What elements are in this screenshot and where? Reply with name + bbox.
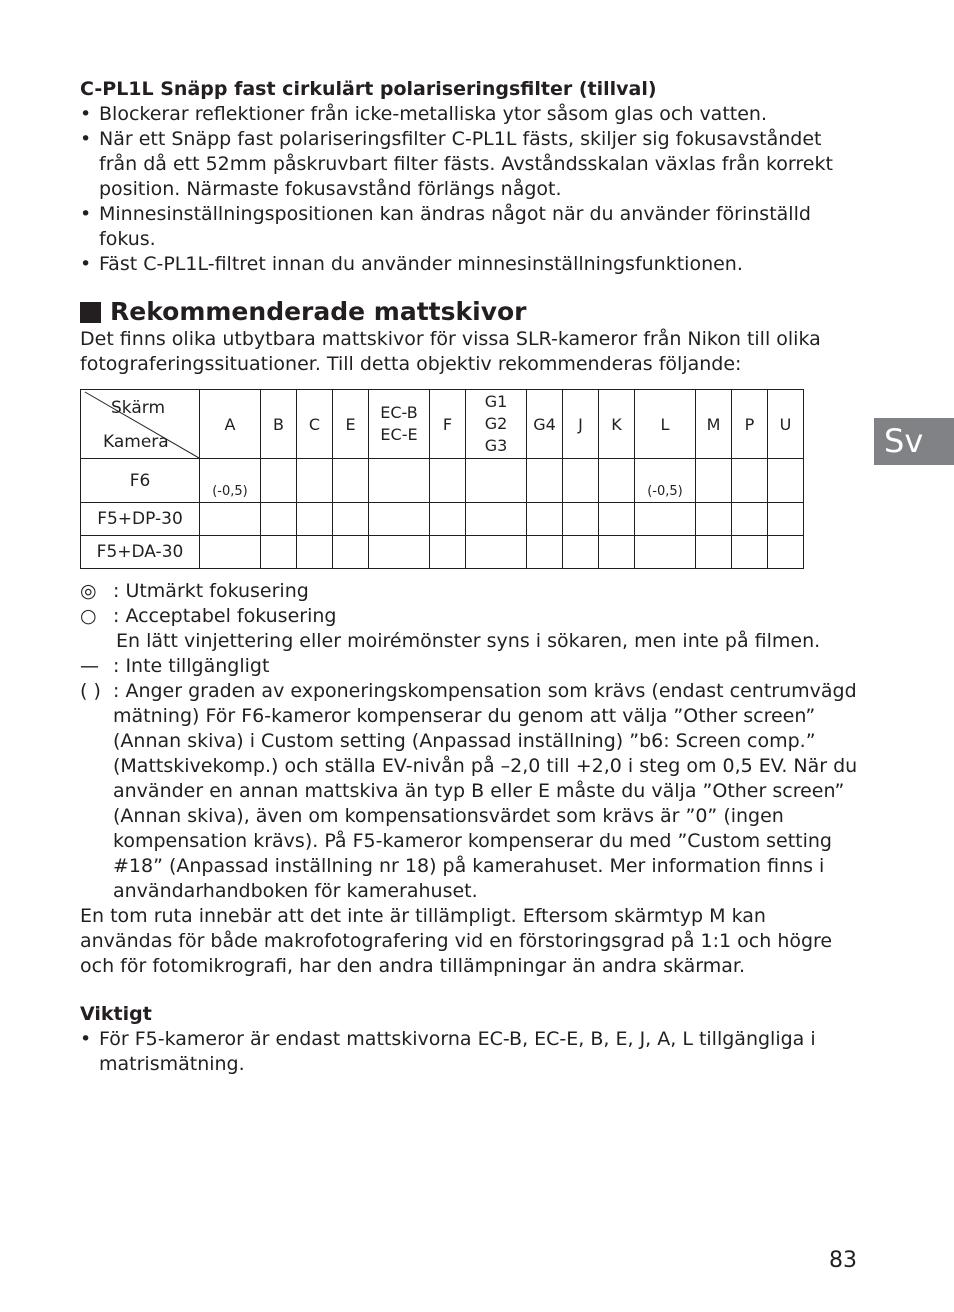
column-header: M [696, 390, 732, 459]
closing-paragraph: En tom ruta innebär att det inte är tillämpligt. Eftersom skärmtyp M kan användas för både makrofotografering vid en förstoringsgrad på 1:1 och högre och för fotomikrografi, har den andra tillämpningar än andra skärmar. [80, 905, 833, 977]
table-cell [732, 459, 768, 503]
table-cell [430, 459, 466, 503]
legend-text: : Acceptabel fokusering [113, 605, 337, 627]
column-header: C [297, 390, 333, 459]
column-header-line: G3 [484, 436, 508, 455]
table-cell [333, 503, 369, 536]
page-number: 83 [829, 1248, 857, 1273]
table-row [81, 503, 804, 536]
legend-acceptable-note: En lätt vinjettering eller moirémönster syns i sökaren, men inte på filmen. [116, 630, 821, 652]
table-cell [261, 459, 297, 503]
table-cell [696, 503, 732, 536]
table-cell [563, 536, 599, 569]
column-header: J [563, 390, 599, 459]
column-header [466, 390, 527, 459]
screens-intro: Det finns olika utbytbara mattskivor för vissa SLR-kameror från Nikon till olika fotograferingssituationer. Till detta objektiv rekommenderas följande: [80, 328, 821, 375]
table-row [81, 459, 804, 503]
table-cell [430, 503, 466, 536]
table-cell [297, 459, 333, 503]
table-cell [333, 536, 369, 569]
column-header: B [261, 390, 297, 459]
table-cell [732, 536, 768, 569]
table-cell [466, 536, 527, 569]
column-header: L [635, 390, 696, 459]
table-cell [768, 459, 804, 503]
legend-text: : Utmärkt fokusering [113, 580, 309, 602]
legend-text: : Inte tillgängligt [113, 655, 270, 677]
table-cell: (-0,5) [635, 459, 696, 503]
filter-heading: C-PL1L Snäpp fast cirkulärt polariseringsfilter (tillval) [80, 78, 657, 100]
legend-excellent [80, 579, 860, 604]
table-cell [369, 536, 430, 569]
corner-header-cell [81, 390, 200, 459]
table-cell [333, 459, 369, 503]
table-cell [430, 536, 466, 569]
table-cell [599, 536, 635, 569]
table-cell [635, 503, 696, 536]
legend-acceptable [80, 604, 860, 629]
parentheses-symbol: ( ) [80, 680, 101, 702]
screens-heading-text: Rekommenderade mattskivor [110, 297, 527, 326]
table-cell [696, 536, 732, 569]
table-cell [466, 503, 527, 536]
list-item: • Blockerar reflektioner från icke-metalliska ytor såsom glas och vatten. [80, 102, 860, 127]
language-tab: Sv [874, 418, 954, 465]
column-header: A [200, 390, 261, 459]
table-cell [369, 459, 430, 503]
table-cell [599, 459, 635, 503]
table-cell [261, 503, 297, 536]
column-header: F [430, 390, 466, 459]
list-item: • För F5-kameror är endast mattskivorna EC-B, EC-E, B, E, J, A, L tillgängliga i matrismätning. [80, 1027, 860, 1077]
table-row [81, 536, 804, 569]
table-cell [466, 459, 527, 503]
table-cell [369, 503, 430, 536]
row-camera-label: F6 [81, 459, 200, 503]
list-item: • Fäst C-PL1L-filtret innan du använder minnesinställningsfunktionen. [80, 252, 860, 277]
list-item: • Minnesinställningspositionen kan ändras något när du använder förinställd fokus. [80, 202, 860, 252]
table-cell [527, 459, 563, 503]
legend-parentheses [80, 679, 860, 904]
black-square-icon [80, 302, 101, 323]
circle-icon: ○ [80, 605, 97, 627]
double-circle-icon: ◎ [80, 580, 97, 602]
legend-not-available [80, 654, 860, 679]
table-cell [563, 503, 599, 536]
table-cell [732, 503, 768, 536]
column-header-line: EC-B [380, 403, 418, 422]
table-cell [635, 536, 696, 569]
table-cell [527, 503, 563, 536]
column-header-line: EC-E [380, 425, 418, 444]
table-cell [599, 503, 635, 536]
column-header [369, 390, 430, 459]
corner-bottom-label: Kamera [103, 432, 169, 452]
corner-top-label: Skärm [111, 398, 166, 418]
column-header: G4 [527, 390, 563, 459]
screens-heading [80, 297, 860, 327]
list-item: • När ett Snäpp fast polariseringsfilter C-PL1L fästs, skiljer sig fokusavståndet från då ett 52mm påskruvbart filter fästs. Avståndsskalan växlas från korrekt position. Närmaste fokusavstånd förlängs något. [80, 127, 860, 202]
table-cell [527, 536, 563, 569]
legend-text: : Anger graden av exponeringskompensation som krävs (endast centrumvägd mätning) För F6-kameror kompenserar du genom att välja ”Other screen” (Annan skiva) i Custom setting (Anpassad inställning) ”b6: Screen comp.” (Mattskivekomp.) och ställa EV-nivån på –2,0 till +2,0 i steg om 0,5 EV. När du använder en annan mattskiva än typ B eller E måste du välja ”Other screen” (Annan skiva), även om kompensationsvärdet som krävs är ”0” (ingen kompensation krävs). På F5-kameror kompenserar du med ”Custom setting #18” (Anpassad inställning nr 18) på kamerahuset. Mer information finns i användarhandboken för kamerahuset. [113, 680, 858, 902]
dash-icon: — [80, 655, 99, 677]
table-cell [768, 536, 804, 569]
column-header: E [333, 390, 369, 459]
important-bullets [80, 1027, 860, 1077]
table-legend [80, 579, 860, 904]
table-cell [297, 536, 333, 569]
table-header-row [81, 390, 804, 459]
column-header-line: G1 [484, 392, 508, 411]
row-camera-label: F5+DP-30 [81, 503, 200, 536]
row-camera-label: F5+DA-30 [81, 536, 200, 569]
table-cell [696, 459, 732, 503]
table-cell [768, 503, 804, 536]
table-cell [261, 536, 297, 569]
filter-bullets [80, 102, 860, 277]
table-cell [563, 459, 599, 503]
column-header: K [599, 390, 635, 459]
column-header: U [768, 390, 804, 459]
column-header: P [732, 390, 768, 459]
table-cell: (-0,5) [200, 459, 261, 503]
screens-table [80, 389, 804, 569]
table-cell [200, 503, 261, 536]
column-header-line: G2 [484, 414, 508, 433]
table-cell [200, 536, 261, 569]
page-content [80, 76, 860, 1077]
table-cell [297, 503, 333, 536]
important-heading: Viktigt [80, 1003, 152, 1025]
